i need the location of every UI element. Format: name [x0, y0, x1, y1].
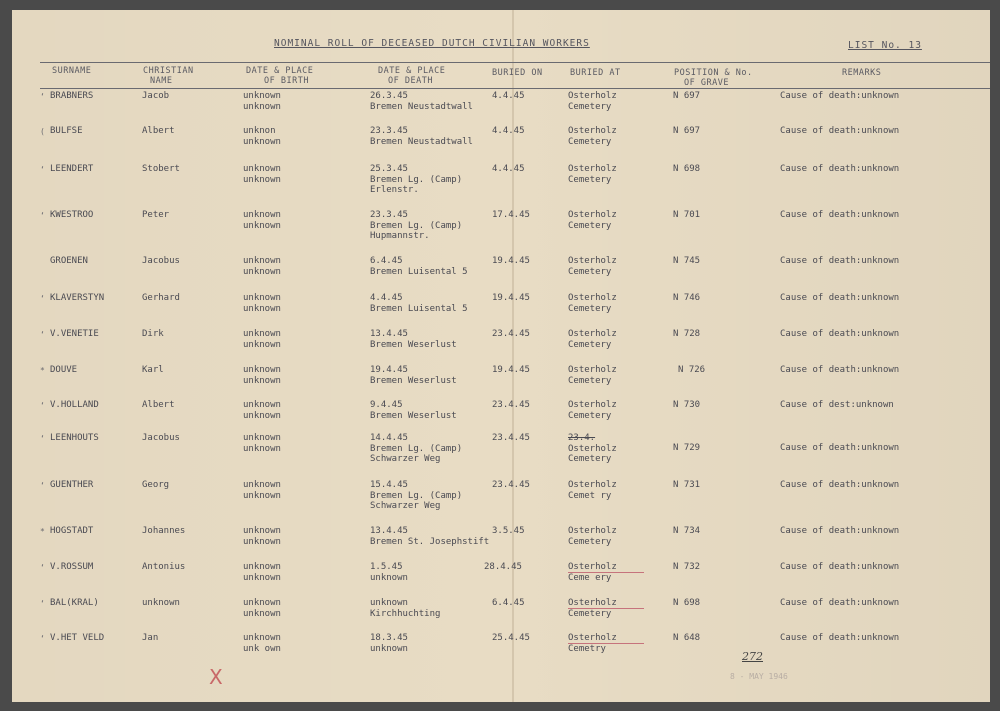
- check-mark-icon: ‘: [40, 481, 45, 490]
- death-line-1: 23.3.45: [370, 210, 408, 220]
- remarks-cell: Cause of death:unknown: [780, 443, 900, 453]
- header-christian-name-2: NAME: [150, 76, 173, 86]
- header-position-1: POSITION & No.: [674, 68, 753, 78]
- buried-at-line-2: Cemetery: [568, 101, 612, 112]
- remarks-cell: Cause of dest:unknown: [780, 400, 894, 410]
- table-row: [12, 526, 990, 566]
- birth-line-2: unknown: [243, 375, 281, 386]
- table-row: [12, 365, 990, 405]
- death-line-2: Bremen Weserlust: [370, 339, 457, 350]
- death-line-1: 23.3.45: [370, 126, 408, 136]
- surname-cell: LEENDERT: [50, 164, 94, 174]
- surname-cell: HOGSTADT: [50, 526, 94, 536]
- list-number: LIST No. 13: [848, 40, 922, 51]
- christian-name-cell: Georg: [142, 480, 170, 490]
- grave-cell: N 648: [673, 633, 701, 643]
- death-line-1: 1.5.45: [370, 562, 403, 572]
- buried-at-line-1: Osterholz: [568, 164, 617, 174]
- buried-at-line-1: Osterholz: [568, 526, 617, 536]
- check-mark-icon: ‘: [40, 165, 45, 174]
- death-line-1: 4.4.45: [370, 293, 403, 303]
- birth-line-2: unknown: [243, 443, 281, 454]
- death-line-3: Hupmannstr.: [370, 231, 430, 241]
- birth-line-1: unknown: [243, 164, 281, 174]
- buried-at-line-1: Osterholz: [568, 365, 617, 375]
- surname-cell: BULFSE: [50, 126, 83, 136]
- buried-at-line-1: Osterholz: [568, 400, 617, 410]
- death-line-2: Kirchhuchting: [370, 608, 441, 619]
- document-title: NOMINAL ROLL OF DECEASED DUTCH CIVILIAN WORKERS: [274, 38, 590, 49]
- buried-on-cell: 23.4.45: [492, 400, 530, 410]
- header-buried-at: BURIED AT: [570, 68, 621, 78]
- birth-line-2: unknown: [243, 572, 281, 583]
- buried-at-line-1: Osterholz: [568, 210, 617, 220]
- table-row: [12, 91, 990, 131]
- buried-on-cell: 23.4.45: [492, 329, 530, 339]
- surname-cell: KWESTROO: [50, 210, 94, 220]
- grave-cell: N 697: [673, 126, 701, 136]
- buried-at-line-2: Cemetery: [568, 375, 612, 386]
- death-line-2: Bremen Neustadtwall: [370, 101, 473, 112]
- death-line-1: 26.3.45: [370, 91, 408, 101]
- remarks-cell: Cause of death:unknown: [780, 562, 900, 572]
- death-line-2: Bremen Weserlust: [370, 410, 457, 421]
- death-line-1: 25.3.45: [370, 164, 408, 174]
- header-birth-1: DATE & PLACE: [246, 66, 314, 76]
- birth-line-2: unknown: [243, 266, 281, 277]
- check-mark-icon: ‘: [40, 294, 45, 303]
- buried-at-line-1: Osterholz: [568, 91, 617, 101]
- surname-cell: BRABNERS: [50, 91, 94, 101]
- remarks-cell: Cause of death:unknown: [780, 91, 900, 101]
- remarks-cell: Cause of death:unknown: [780, 365, 900, 375]
- death-line-2: Bremen Weserlust: [370, 375, 457, 386]
- grave-cell: N 697: [673, 91, 701, 101]
- death-line-2: Bremen Lg. (Camp): [370, 174, 463, 185]
- grave-cell: N 728: [673, 329, 701, 339]
- buried-at-line-2: Cemetery: [568, 536, 612, 547]
- buried-at-line-1: Osterholz: [568, 480, 617, 490]
- header-christian-name-1: CHRISTIAN: [143, 66, 194, 76]
- death-line-1: 14.4.45: [370, 433, 408, 443]
- buried-at-line-2: Cemetery: [568, 410, 612, 421]
- christian-name-cell: Albert: [142, 400, 175, 410]
- header-death-1: DATE & PLACE: [378, 66, 446, 76]
- buried-at-line-1: Osterholz: [568, 293, 617, 303]
- document-page: [12, 10, 990, 702]
- death-line-3: Schwarzer Weg: [370, 501, 441, 511]
- death-line-1: unknown: [370, 598, 408, 608]
- buried-at-line-2: Cemetery: [568, 220, 612, 231]
- buried-at-line-2: Cemet ry: [568, 490, 612, 501]
- buried-at-line-2: Cemetery: [568, 303, 612, 314]
- birth-line-1: unknown: [243, 293, 281, 303]
- death-line-1: 15.4.45: [370, 480, 408, 490]
- grave-cell: N 732: [673, 562, 701, 572]
- remarks-cell: Cause of death:unknown: [780, 329, 900, 339]
- buried-at-line-2: Cemetery: [568, 266, 612, 277]
- remarks-cell: Cause of death:unknown: [780, 526, 900, 536]
- table-row: [12, 126, 990, 166]
- table-row: [12, 562, 990, 602]
- date-stamp: 8 - MAY 1946: [730, 672, 788, 681]
- buried-on-cell: 19.4.45: [492, 256, 530, 266]
- birth-line-1: unknown: [243, 526, 281, 536]
- surname-cell: BAL(KRAL): [50, 598, 99, 608]
- christian-name-cell: Dirk: [142, 329, 164, 339]
- table-row: [12, 256, 990, 296]
- roll-table: [12, 10, 990, 702]
- check-mark-icon: ‘: [40, 211, 45, 220]
- buried-at-line-1: 23.4.: [568, 433, 596, 443]
- buried-at-line-2: Cemetery: [568, 608, 612, 619]
- birth-line-1: unknown: [243, 256, 281, 266]
- buried-at-line-2: Cemetery: [568, 136, 612, 147]
- buried-at-line-1: Osterholz: [568, 126, 617, 136]
- christian-name-cell: Jacob: [142, 91, 170, 101]
- table-row: [12, 433, 990, 473]
- birth-line-1: unknown: [243, 562, 281, 572]
- header-death-2: OF DEATH: [388, 76, 433, 86]
- buried-on-cell: 4.4.45: [492, 91, 525, 101]
- check-mark-icon: ‘: [40, 634, 45, 643]
- table-row: [12, 329, 990, 369]
- grave-cell: N 701: [673, 210, 701, 220]
- buried-at-line-2: Cemetry: [568, 643, 606, 654]
- birth-line-2: unknown: [243, 220, 281, 231]
- birth-line-1: unknown: [243, 480, 281, 490]
- buried-at-line-3: Cemetery: [568, 454, 612, 464]
- buried-at-line-1: Osterholz: [568, 256, 617, 266]
- table-row: [12, 598, 990, 638]
- remarks-cell: Cause of death:unknown: [780, 598, 900, 608]
- buried-on-cell: 28.4.45: [484, 562, 522, 572]
- death-line-2: Bremen Luisental 5: [370, 266, 468, 277]
- check-mark-icon: ‘: [40, 599, 45, 608]
- death-line-1: 13.4.45: [370, 329, 408, 339]
- check-mark-icon: *: [40, 366, 45, 375]
- death-line-2: Bremen Neustadtwall: [370, 136, 473, 147]
- surname-cell: DOUVE: [50, 365, 78, 375]
- check-mark-icon: ‘: [40, 434, 45, 443]
- check-mark-icon: ‘: [40, 330, 45, 339]
- remarks-cell: Cause of death:unknown: [780, 126, 900, 136]
- birth-line-1: unknon: [243, 126, 276, 136]
- birth-line-1: unknown: [243, 210, 281, 220]
- christian-name-cell: Stobert: [142, 164, 180, 174]
- death-line-1: 19.4.45: [370, 365, 408, 375]
- grave-cell: N 698: [673, 598, 701, 608]
- death-line-2: Bremen St. Josephstift: [370, 536, 490, 547]
- grave-cell: N 734: [673, 526, 701, 536]
- birth-line-2: unk own: [243, 643, 281, 654]
- surname-cell: V.VENETIE: [50, 329, 99, 339]
- check-mark-icon: ‘: [40, 563, 45, 572]
- birth-line-1: unknown: [243, 598, 281, 608]
- christian-name-cell: Gerhard: [142, 293, 180, 303]
- grave-cell: N 746: [673, 293, 701, 303]
- christian-name-cell: Jacobus: [142, 433, 180, 443]
- red-x-mark: X: [209, 665, 223, 689]
- surname-cell: GUENTHER: [50, 480, 94, 490]
- header-buried-on: BURIED ON: [492, 68, 543, 78]
- surname-cell: KLAVERSTYN: [50, 293, 105, 303]
- death-line-3: Schwarzer Weg: [370, 454, 441, 464]
- buried-on-cell: 23.4.45: [492, 480, 530, 490]
- header-birth-2: OF BIRTH: [264, 76, 309, 86]
- buried-at-line-2: Ceme ery: [568, 572, 612, 583]
- birth-line-2: unknown: [243, 536, 281, 547]
- birth-line-1: unknown: [243, 633, 281, 643]
- surname-cell: V.ROSSUM: [50, 562, 94, 572]
- birth-line-2: unknown: [243, 339, 281, 350]
- table-row: [12, 293, 990, 333]
- buried-on-cell: 6.4.45: [492, 598, 525, 608]
- buried-on-cell: 23.4.45: [492, 433, 530, 443]
- handwritten-number: 272: [742, 650, 763, 663]
- death-line-2: Bremen Luisental 5: [370, 303, 468, 314]
- buried-on-cell: 19.4.45: [492, 293, 530, 303]
- birth-line-2: unknown: [243, 136, 281, 147]
- remarks-cell: Cause of death:unknown: [780, 164, 900, 174]
- christian-name-cell: Albert: [142, 126, 175, 136]
- birth-line-2: unknown: [243, 101, 281, 112]
- christian-name-cell: Jacobus: [142, 256, 180, 266]
- surname-cell: V.HOLLAND: [50, 400, 99, 410]
- buried-on-cell: 4.4.45: [492, 126, 525, 136]
- birth-line-2: unknown: [243, 410, 281, 421]
- birth-line-2: unknown: [243, 490, 281, 501]
- birth-line-2: unknown: [243, 303, 281, 314]
- birth-line-1: unknown: [243, 329, 281, 339]
- christian-name-cell: unknown: [142, 598, 180, 608]
- death-line-1: 6.4.45: [370, 256, 403, 266]
- birth-line-1: unknown: [243, 400, 281, 410]
- death-line-1: 9.4.45: [370, 400, 403, 410]
- death-line-2: Bremen Lg. (Camp): [370, 490, 463, 501]
- buried-on-cell: 3.5.45: [492, 526, 525, 536]
- grave-cell: N 698: [673, 164, 701, 174]
- christian-name-cell: Peter: [142, 210, 170, 220]
- grave-cell: N 745: [673, 256, 701, 266]
- christian-name-cell: Karl: [142, 365, 164, 375]
- birth-line-2: unknown: [243, 608, 281, 619]
- birth-line-2: unknown: [243, 174, 281, 185]
- birth-line-1: unknown: [243, 365, 281, 375]
- birth-line-1: unknown: [243, 91, 281, 101]
- death-line-1: 13.4.45: [370, 526, 408, 536]
- birth-line-1: unknown: [243, 433, 281, 443]
- header-position-2: OF GRAVE: [684, 78, 729, 88]
- check-mark-icon: *: [40, 527, 45, 536]
- death-line-2: unknown: [370, 572, 408, 583]
- remarks-cell: Cause of death:unknown: [780, 480, 900, 490]
- buried-at-line-2: Cemetery: [568, 339, 612, 350]
- buried-at-line-1: Osterholz: [568, 562, 617, 572]
- death-line-2: unknown: [370, 643, 408, 654]
- death-line-1: 18.3.45: [370, 633, 408, 643]
- grave-cell: N 726: [678, 365, 706, 375]
- buried-on-cell: 17.4.45: [492, 210, 530, 220]
- buried-on-cell: 25.4.45: [492, 633, 530, 643]
- header-remarks: REMARKS: [842, 68, 882, 78]
- death-line-3: Erlenstr.: [370, 185, 419, 195]
- surname-cell: GROENEN: [50, 256, 88, 266]
- check-mark-icon: ‘: [40, 92, 45, 101]
- table-row: [12, 210, 990, 250]
- check-mark-icon: ‘: [40, 401, 45, 410]
- table-row: [12, 633, 990, 673]
- buried-at-line-1: Osterholz: [568, 329, 617, 339]
- remarks-cell: Cause of death:unknown: [780, 256, 900, 266]
- grave-cell: N 730: [673, 400, 701, 410]
- christian-name-cell: Antonius: [142, 562, 186, 572]
- remarks-cell: Cause of death:unknown: [780, 633, 900, 643]
- remarks-cell: Cause of death:unknown: [780, 210, 900, 220]
- christian-name-cell: Johannes: [142, 526, 186, 536]
- surname-cell: LEENHOUTS: [50, 433, 99, 443]
- header-surname: SURNAME: [52, 66, 92, 76]
- buried-at-line-1: Osterholz: [568, 633, 617, 643]
- buried-at-line-2: Osterholz: [568, 443, 617, 454]
- death-line-2: Bremen Lg. (Camp): [370, 443, 463, 454]
- death-line-2: Bremen Lg. (Camp): [370, 220, 463, 231]
- table-row: [12, 164, 990, 204]
- grave-cell: N 731: [673, 480, 701, 490]
- buried-on-cell: 4.4.45: [492, 164, 525, 174]
- christian-name-cell: Jan: [142, 633, 159, 643]
- check-mark-icon: (: [40, 127, 45, 136]
- surname-cell: V.HET VELD: [50, 633, 105, 643]
- buried-on-cell: 19.4.45: [492, 365, 530, 375]
- buried-at-line-1: Osterholz: [568, 598, 617, 608]
- table-row: [12, 480, 990, 520]
- remarks-cell: Cause of death:unknown: [780, 293, 900, 303]
- grave-cell: N 729: [673, 443, 701, 453]
- buried-at-line-2: Cemetery: [568, 174, 612, 185]
